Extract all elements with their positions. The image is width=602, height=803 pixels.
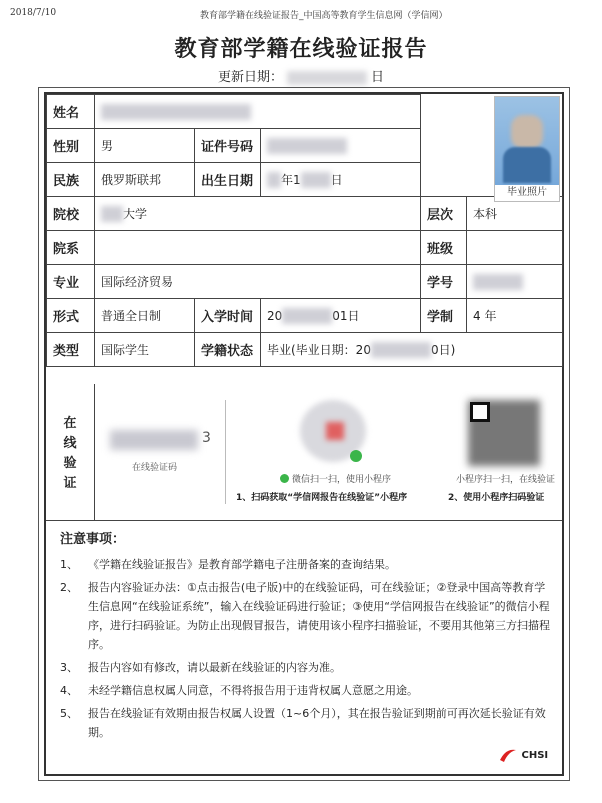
qr-finder — [470, 402, 490, 422]
enroll-end: 01日 — [332, 308, 360, 323]
major-value: 国际经济贸易 — [95, 265, 421, 299]
photo-face — [511, 115, 543, 149]
list-item — [60, 681, 550, 700]
school-text: 大学 — [123, 206, 148, 221]
table-row — [47, 231, 563, 265]
note-num: 4、 — [60, 684, 78, 697]
redacted-grad-date — [371, 342, 431, 358]
status-end: 0日) — [430, 342, 456, 357]
update-date — [0, 66, 602, 85]
redacted-school — [101, 206, 123, 222]
redacted-student-no — [473, 274, 523, 290]
verify-code[interactable] — [110, 430, 210, 474]
step-2: 2、使用小程序扫码验证 — [448, 493, 545, 503]
type-label: 类型 — [47, 333, 95, 367]
check-icon — [350, 450, 362, 462]
wechat-hint — [280, 472, 391, 485]
table-row — [47, 95, 563, 129]
redacted-enroll — [282, 308, 332, 324]
ethnicity-value: 俄罗斯联邦 — [95, 163, 195, 197]
photo-caption: 毕业照片 — [495, 185, 559, 201]
report-title: 教育部学籍在线验证报告 — [174, 37, 428, 62]
student-no-value — [467, 265, 563, 299]
table-row — [47, 129, 563, 163]
photo-body — [503, 147, 551, 183]
status-label: 学籍状态 — [195, 333, 261, 367]
qr-center — [326, 422, 344, 440]
class-label: 班级 — [421, 231, 467, 265]
verify-code-caption: 在线验证码 — [132, 463, 178, 473]
dept-value — [95, 231, 421, 265]
gender-value: 男 — [95, 129, 195, 163]
note-text: 未经学籍信息权属人同意，不得将报告用于违背权属人意愿之用途。 — [88, 684, 418, 697]
print-page-title: 教育部学籍在线验证报告_中国高等教育学生信息网（学信网） — [200, 11, 448, 21]
verify-code-partial: 3 — [202, 430, 211, 446]
note-num: 5、 — [60, 707, 78, 720]
update-date-suffix: 日 — [371, 70, 385, 85]
student-info-table — [46, 94, 563, 367]
redacted-code — [110, 430, 198, 450]
table-row — [47, 265, 563, 299]
note-text: 报告内容如有修改，请以最新在线验证的内容为准。 — [88, 661, 341, 674]
enroll-value — [261, 299, 421, 333]
status-value — [261, 333, 563, 367]
note-num: 2、 — [60, 581, 78, 594]
list-item — [60, 555, 550, 574]
school-value — [95, 197, 421, 231]
notes-title: 注意事项： — [60, 532, 126, 547]
length-label: 学制 — [421, 299, 467, 333]
verify-char: 验 — [63, 456, 77, 471]
redacted-year — [267, 172, 281, 188]
chsi-logo-icon — [498, 746, 518, 764]
ethnicity-label: 民族 — [47, 163, 95, 197]
note-text: 《学籍在线验证报告》是教育部学籍电子注册备案的查询结果。 — [88, 558, 396, 571]
name-label: 姓名 — [47, 95, 95, 129]
birth-label: 出生日期 — [195, 163, 261, 197]
birth-mid: 年1 — [281, 172, 301, 187]
wechat-icon — [280, 474, 289, 483]
name-value — [95, 95, 421, 129]
status-prefix: 毕业(毕业日期：20 — [267, 342, 371, 357]
table-row — [47, 197, 563, 231]
form-value: 普通全日制 — [95, 299, 195, 333]
note-num: 1、 — [60, 558, 78, 571]
form-label: 形式 — [47, 299, 95, 333]
enroll-label: 入学时间 — [195, 299, 261, 333]
graduation-photo — [494, 96, 560, 202]
table-row — [47, 163, 563, 197]
list-item — [60, 658, 550, 677]
verify-char: 证 — [63, 476, 77, 491]
note-num: 3、 — [60, 661, 78, 674]
chsi-logo-text: CHSI — [521, 750, 549, 761]
enroll-start: 20 — [267, 308, 283, 323]
divider — [225, 400, 226, 504]
online-verify-label — [46, 384, 95, 520]
dept-label: 院系 — [47, 231, 95, 265]
class-value — [467, 231, 563, 265]
step-1: 1、扫码获取“学信网报告在线验证”小程序 — [236, 493, 408, 503]
list-item — [60, 578, 550, 654]
gender-label: 性别 — [47, 129, 95, 163]
table-row — [47, 333, 563, 367]
major-label: 专业 — [47, 265, 95, 299]
verify-char: 在 — [63, 416, 77, 431]
redacted-date — [287, 71, 367, 85]
notes-section — [60, 530, 550, 746]
school-label: 院校 — [47, 197, 95, 231]
birth-value — [261, 163, 421, 197]
wechat-hint-text: 微信扫一扫，使用小程序 — [292, 475, 392, 485]
id-value — [261, 129, 421, 163]
redacted-day — [301, 172, 331, 188]
student-no-label: 学号 — [421, 265, 467, 299]
list-item — [60, 704, 550, 742]
update-date-label: 更新日期： — [217, 70, 283, 85]
wechat-miniprogram-code[interactable] — [300, 400, 366, 462]
level-label: 层次 — [421, 197, 467, 231]
mini-hint: 小程序扫一扫，在线验证 — [456, 475, 556, 485]
redacted-name — [101, 104, 251, 120]
table-row — [47, 299, 563, 333]
type-value: 国际学生 — [95, 333, 195, 367]
level-value: 本科 — [467, 197, 563, 231]
chsi-logo — [498, 746, 548, 764]
id-label: 证件号码 — [195, 129, 261, 163]
length-value: 4 年 — [467, 299, 563, 333]
birth-end: 日 — [330, 172, 343, 187]
redacted-id — [267, 138, 347, 154]
verify-char: 线 — [63, 436, 77, 451]
note-text: 报告内容验证办法：①点击报告(电子版)中的在线验证码，可在线验证；②登录中国高等教育学生信息网“在线验证系统”，输入在线验证码进行验证；③使用“学信网报告在线验证”的微信小程序，进行扫码验证。为防止出现假冒报告，请使用该小程序扫描验证，不要用其他第三方扫描程序。 — [88, 581, 550, 651]
note-text: 报告在线验证有效期由报告权属人设置（1~6个月），其在报告验证到期前可再次延长验证有效期。 — [88, 707, 546, 739]
verify-qr-code[interactable] — [468, 400, 540, 466]
print-date: 2018/7/10 — [10, 8, 57, 18]
